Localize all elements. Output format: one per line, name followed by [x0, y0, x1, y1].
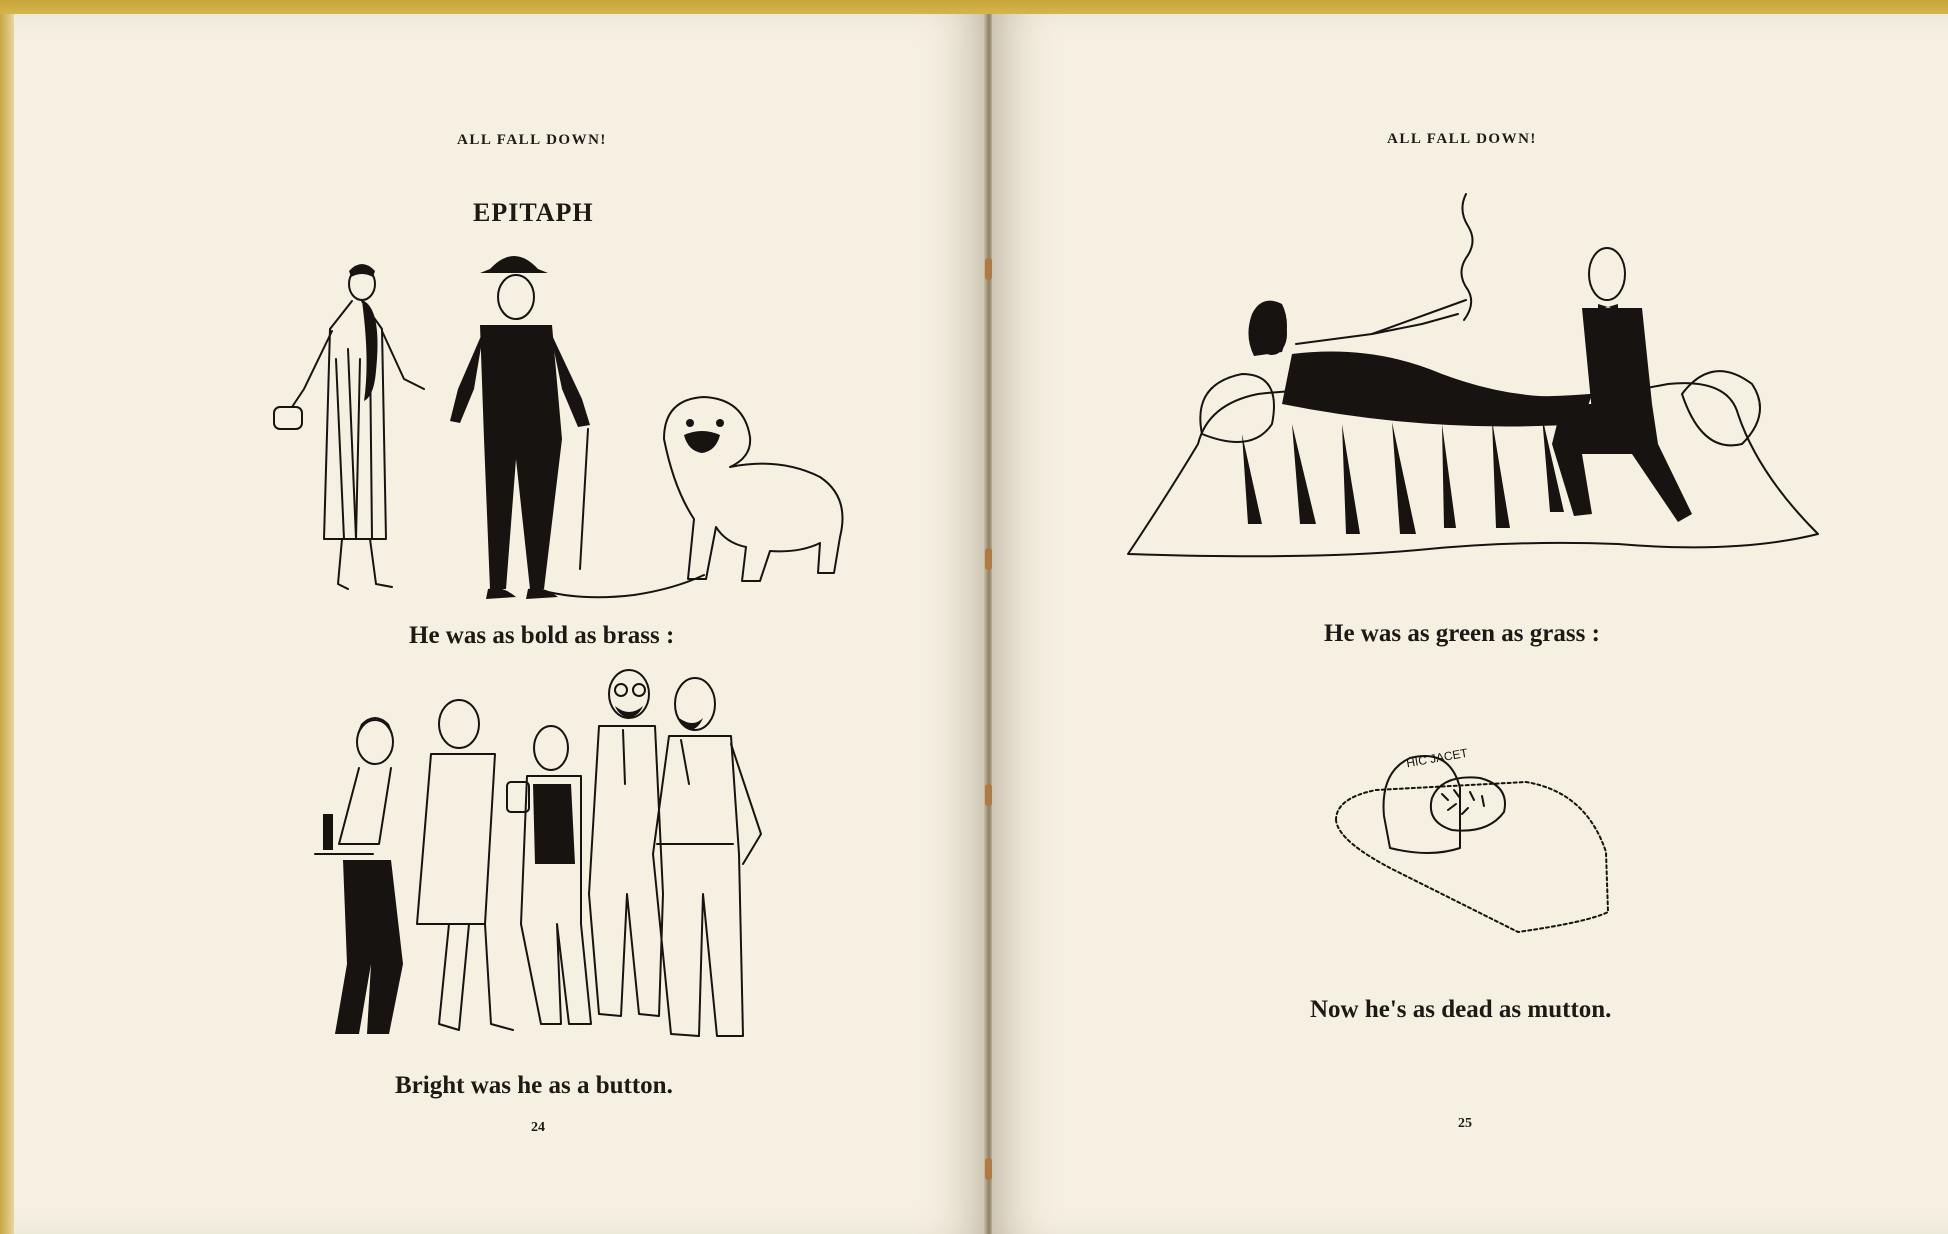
tombstone-inscription: HIC JACET: [1405, 745, 1469, 771]
left-page: [14, 14, 986, 1234]
left-running-head: ALL FALL DOWN!: [457, 132, 607, 148]
chaise-longue-couple-illustration: [1122, 184, 1822, 564]
binding-stitch: [985, 1158, 992, 1180]
right-verse-line-1: He was as green as grass :: [1324, 620, 1600, 647]
left-page-number: 24: [531, 1120, 545, 1135]
right-page: [992, 14, 1948, 1234]
left-verse-line-1: He was as bold as brass :: [409, 622, 675, 649]
left-verse-line-2: Bright was he as a button.: [395, 1072, 673, 1099]
right-running-head: ALL FALL DOWN!: [1387, 131, 1537, 147]
right-verse-line-2: Now he's as dead as mutton.: [1310, 996, 1612, 1023]
laughing-men-group-illustration: [299, 664, 779, 1064]
book-cover-left-edge: [0, 14, 14, 1234]
binding-stitch: [985, 548, 992, 570]
couple-with-bulldog-illustration: [244, 239, 864, 609]
poem-title: EPITAPH: [473, 198, 594, 227]
right-page-number: 25: [1458, 1116, 1472, 1131]
binding-stitch: [985, 258, 992, 280]
binding-stitch: [985, 784, 992, 806]
